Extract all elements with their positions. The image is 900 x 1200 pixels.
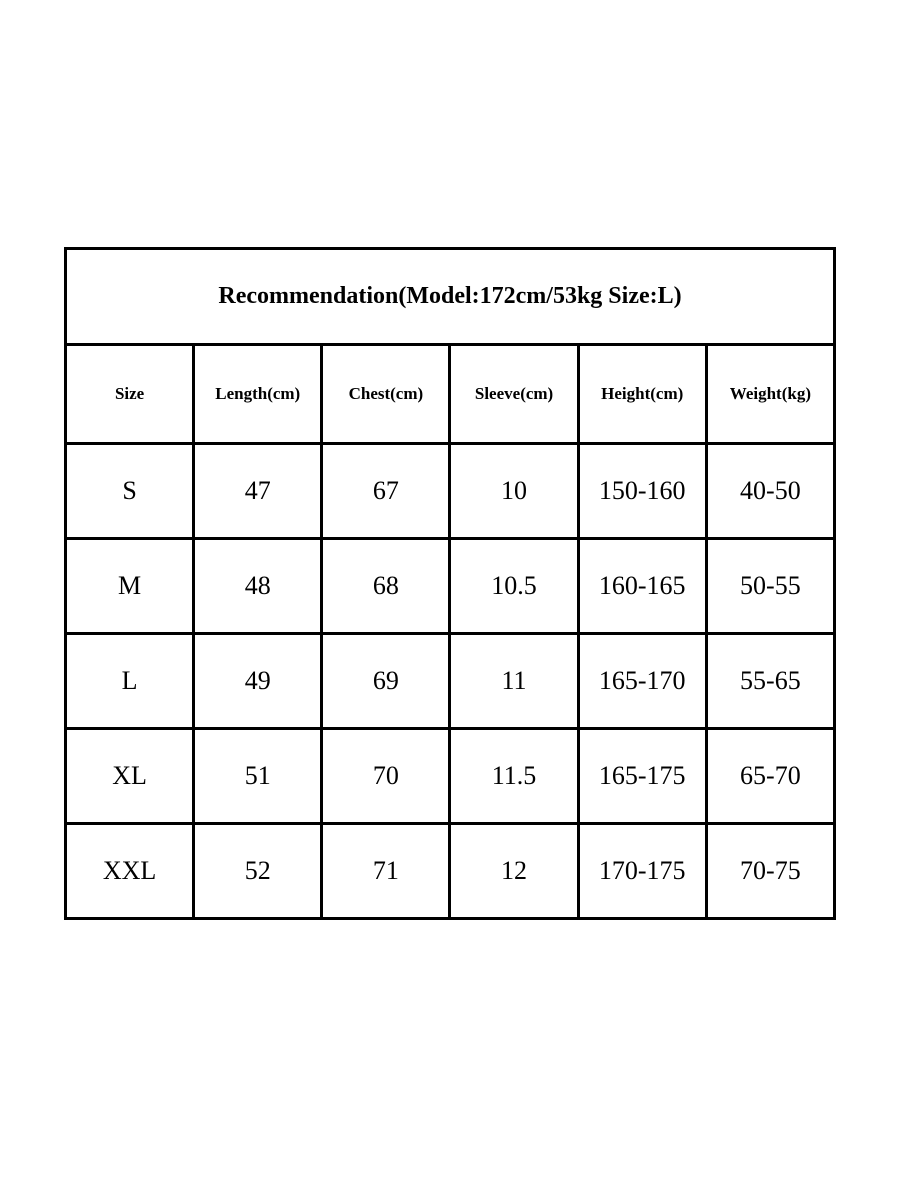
header-weight: Weight(kg) bbox=[706, 345, 834, 444]
cell-sleeve: 10 bbox=[450, 444, 578, 539]
cell-sleeve: 11 bbox=[450, 634, 578, 729]
header-height: Height(cm) bbox=[578, 345, 706, 444]
cell-sleeve: 12 bbox=[450, 824, 578, 919]
cell-weight: 65-70 bbox=[706, 729, 834, 824]
table-title-row bbox=[66, 249, 835, 345]
cell-size: L bbox=[66, 634, 194, 729]
size-chart-table bbox=[64, 247, 836, 920]
cell-size: XXL bbox=[66, 824, 194, 919]
cell-length: 47 bbox=[194, 444, 322, 539]
table-row bbox=[66, 634, 835, 729]
cell-height: 165-170 bbox=[578, 634, 706, 729]
cell-chest: 68 bbox=[322, 539, 450, 634]
cell-weight: 40-50 bbox=[706, 444, 834, 539]
cell-weight: 70-75 bbox=[706, 824, 834, 919]
header-sleeve: Sleeve(cm) bbox=[450, 345, 578, 444]
cell-size: M bbox=[66, 539, 194, 634]
cell-height: 150-160 bbox=[578, 444, 706, 539]
header-size: Size bbox=[66, 345, 194, 444]
cell-height: 170-175 bbox=[578, 824, 706, 919]
cell-sleeve: 10.5 bbox=[450, 539, 578, 634]
cell-chest: 71 bbox=[322, 824, 450, 919]
table-row bbox=[66, 444, 835, 539]
cell-weight: 50-55 bbox=[706, 539, 834, 634]
cell-height: 160-165 bbox=[578, 539, 706, 634]
header-length: Length(cm) bbox=[194, 345, 322, 444]
cell-size: S bbox=[66, 444, 194, 539]
cell-chest: 70 bbox=[322, 729, 450, 824]
table-header-row bbox=[66, 345, 835, 444]
cell-size: XL bbox=[66, 729, 194, 824]
table-row bbox=[66, 539, 835, 634]
table-row bbox=[66, 824, 835, 919]
table-title: Recommendation(Model:172cm/53kg Size:L) bbox=[66, 249, 835, 345]
cell-length: 51 bbox=[194, 729, 322, 824]
cell-sleeve: 11.5 bbox=[450, 729, 578, 824]
cell-chest: 69 bbox=[322, 634, 450, 729]
header-chest: Chest(cm) bbox=[322, 345, 450, 444]
cell-height: 165-175 bbox=[578, 729, 706, 824]
table-row bbox=[66, 729, 835, 824]
cell-weight: 55-65 bbox=[706, 634, 834, 729]
cell-chest: 67 bbox=[322, 444, 450, 539]
cell-length: 48 bbox=[194, 539, 322, 634]
cell-length: 52 bbox=[194, 824, 322, 919]
cell-length: 49 bbox=[194, 634, 322, 729]
